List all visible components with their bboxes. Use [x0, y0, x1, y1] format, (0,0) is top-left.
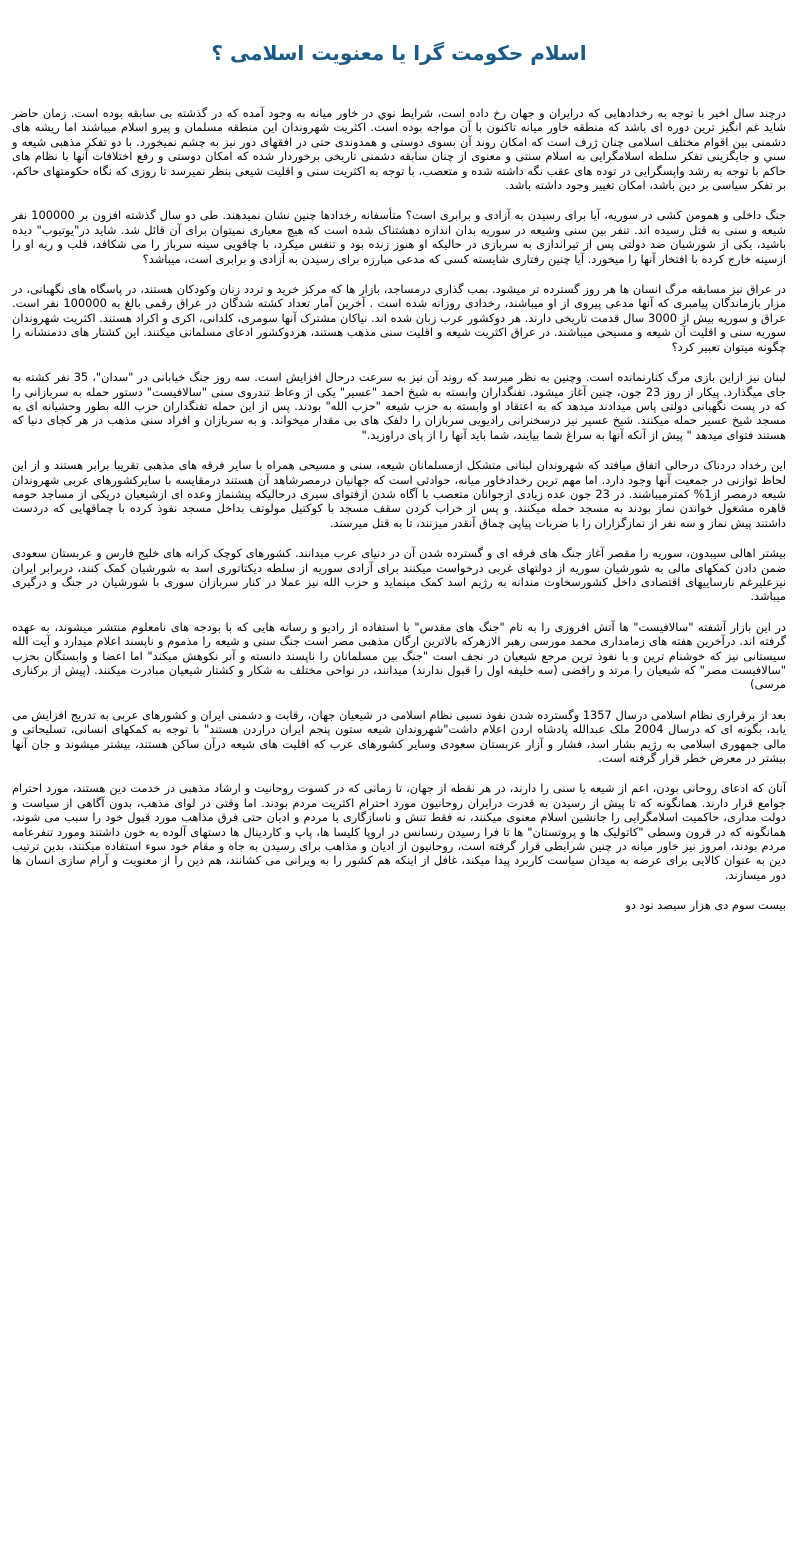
article-paragraph: آنان که ادعای روحانی بودن، اعم از شیعه یا سنی را دارند، در هر نقطه از جهان، تا زمانی که در کسوت روحانیت و ارشاد مذهبی در خدمت دین هستند، مورد احترام جوامع قرار دارند. همانگونه که تا پیش از رسیدن به قدرت درایران روحانیون مورد احترام اکثریت مردم بودند. اما وقتی در لوای مذهب، بدون آگاهی از سیاست و دولت مداری، حاکمیت اسلامگرایی را جانشین اسلام معنوی میکنند، نه فقط تنش و ناسازگاری با مردم و ادیان حتی فرق مذاهب مورد قبول خود را سبب می شوند، همانگونه که در قرون وسطی "کاتولیک ها و پروتستان" ها تا فرا رسیدن رنسانس در اروپا کلیسا ها، پاپ و کاردینال ها دستهای آلوده به خون داشتند ومورد تنفرعامه مردم بودند، امروز نیز خاور میانه در چنین شرایطی قرار گرفته است، روحانیون از ادیان و مذاهب برای رسیدن به جاه و مقام خود سوء استفاده میکنند، بدین ترتیب دین به عنوان کالایی برای عرضه به میدان سیاست کاربرد پیدا میکند، غافل از اینکه هم کشور را به ویرانی می کشانند، هم دین را از معنویت و آرام سازی انسان ها دور میسازند. [12, 781, 786, 882]
article-paragraph: در این بازار آشفته "سالافیست" ها آتش افروزی را به نام "جنگ های مقدس" با استفاده از رادیو و رسانه هایی که با بودجه های نامعلوم منتشر میشوند، به عهده گرفته اند. درآخرین هفته های زمامداری محمد مورسی رهبر الازهرکه بالاترین ارگان مذهبی مصر است جنگ سنی و شیعه را مذموم و ناپسند اعلام میدارد و آیت الله سیستانی نیز که خوشنام ترین و با نفوذ ترین مرجع شیعیان در نجف است "جنگ بین مسلمانان را ناپسند دانسته و آنر نکوهش میکند" اما اعضا و وابستگان بحزب "سالافیست مصر" که شیعیان را مرتد و رافضی (سه خلیفه اول را قبول ندارند) میدانند، در نواحی مختلف به شکار و کشتار شیعیان مبادرت میکنند. (پیش از برکناری مرسی) [12, 619, 786, 692]
article-paragraph: بعد از برقراری نظام اسلامی درسال 1357 وگسترده شدن نفوذ نسبی نظام اسلامی در شیعیان جهان، رقابت و دشمنی ایران و کشورهای عربی به تدریج افزایش می یابد، بگونه ای که درسال 2004 ملک عبدالله پادشاه اردن اعلام داشت"شهروندان شیعه ستون پنجم ایران دراردن هستند" با توجه به کمکهای انسانی، تسلیحاتی و مالی جمهوری اسلامی به رژیم بشار اسد، فشار و آزار عربستان سعودی وسایر کشورهای عرب که اقلیت های شیعه درآن ساکن هستند، بیشتر میشوند و جان آنها بیشتر در معرض خطر قرار گرفته است. [12, 707, 786, 766]
article-date-signature: بیست سوم دی هزار سیصد نود دو [625, 898, 786, 913]
article-paragraph: بیشتر اهالی سیبدون، سوریه را مقصر آغاز جنگ های فرقه ای و گسترده شدن آن در دنیای عرب میدانند. کشورهای کوچک کرانه های خلیج فارس و عربستان سعودی ضمن دادن کمکهای مالی به شورشیان سوریه از دولتهای غربی درخواست میکنند برای آزادی سوریه از سلطه دیکتاتوری اسد به شورشیان کمک کنند، دربرابر ایران نیزعلیرغم نارساییهای اقتصادی داخل کشورسخاوت مندانه به رژیم اسد کمک مینماید و حزب الله نیز عملا در کنار سربازان سوری با شورشیان در جنگ و درگیری میباشد. [12, 546, 786, 604]
article-body [12, 106, 786, 882]
article-paragraph: لبنان نیز ازاین بازی مرگ کنارنمانده است. وچنین به نظر میرسد که روند آن نیز به سرعت درحال افزایش است. سه روز جنگ خیابانی در "سدان"، 35 نفر کشته به جای میگذارد. پیکار از روز 23 جون، چنین آغاز میشود. تفنگداران وابسته به شیخ احمد "عسیر" یکی از وعاظ تندروی سنی "سالافیست" دستور حمله به سربازانی را که در پست نگهبانی دولتی پاس میدادند میدهد که به اعتقاد او وابسته به حزب شیعه "حزب الله" بودند. پس از این حمله تفنگداران حزب الله بطور وحشیانه ای به مسجد شیخ عسیر حمله میکنند. شیخ عسیر نیز درسخنرانی رادیویی سربازان را دلفک های بی مقدار میخواند. و به سربازان و افراد سنی مذهب در هر کجای دنیا که هستند فتوای میدهد " پیش از آنکه آنها به سراغ شما بیایند، شما باید آنها را از پای دراوزید." [12, 370, 787, 442]
article-paragraph: این رخداد دردناک درحالی اتفاق میافتد که شهروندان لبنانی متشکل ازمسلمانان شیعه، سنی و مسیحی همراه با سایر فرقه های مذهبی تقریبا برابر هستند و از این لحاظ توازنی در جمعیت آنها وجود دارد. اما مهم ترین رخدادخاور میانه، حوادثی است که جهانیان درمصرشاهد آن هستند درمقایسه با سایرکشورهای عربی شهروندان شیعه درمصر از1% کمترمیباشند. در 23 جون عده زیادی ازجوانان متعصب با آگاه شدن ازفتوای سیری درحالیکه پیشنماز وعده ای ازشیعیان دریکی از مساجد حومه قاهره مشغول خواندن نماز بودند به مسجد حمله میکنند. و پس از خراب کردن سقف مسجد با کوکتیل مولوتف بداخل مسجد نفوذ کرده با چماقهایی که دردست داشتند پیش نماز و سه نفر از نمازگزاران را با ضربات پیاپی چماق آنقدر میزنند، تا به قتل میرسند. [12, 458, 786, 530]
article-paragraph: جنگ داخلی و همومن کشی در سوریه، آیا برای رسیدن به آزادی و برابری است؟ متأسفانه رخدادها چنین نشان نمیدهند. طی دو سال گذشته افزون بر 100000 نفر شیعه و سنی به قتل رسیده اند. تنفر بین سنی وشیعه در سوریه بدان اندازه دهشتناک شده است که هیچ معیاری نمیتوان برای آن قائل شد. شاید در"یوتیوب" دیده باشید، یکی از شورشیان ضد دولتی پس از تیراندازی به سربازی در حالیکه او هنوز زنده بود و تنفس میکرد، با چاقویی سینه سرباز را می شکافد، قلب و ریه او را ازسینه خارج کرده با افتخار آنها را میخورد. آیا چنین رفتاری شایسته کسی که مدعی مبارزه برای رسیدن به آزادی و برابری است، میباشد؟ [12, 208, 786, 266]
article-paragraph: درچند سال اخیر با توجه به رخدادهایی که درایران و جهان رخ داده است، شرایط نوي در خاور میانه به وجود آمده که در گذشته بی سابقه بوده است. زمان حاضر شاید غم انگیز ترین دوره ای باشد که منطقه خاور میانه تاکنون با آن مواجه بوده است. اکثریت شهروندان این منطقه مسلمان و پیرو اسلام میباشند اما ریشه های دشمنی بین اقوام مختلف اسلامی چنان ژرف است که امکان روند آن بسوی دوستی و همدوندی حتی در افقهای دور نیز به چشم نمیخورد. با دو تفکر مذهبی شیعه و سني و جایگزینی تفکر سلطه اسلامگرایی به اسلام سنتی و معنوی از چنان سابقه دشمنی تاریخی برخوردار شده که امکان دوستی و رفع اختلافات آنها با نظام های حاکم با توجه به رشد واپسگرایی در توده های عقب نگه داشته شده و متعصب، با توجه به اکثریت سنی و اقلیت شیعی بنظر نمیرسد تا روزی که نگاه حکومتهای حاکم، بر تفکر سیاسی بر دین باشد، امکان تغییر وجود داشته باشد. [12, 106, 786, 193]
page-title: اسلام حکومت گرا یا معنویت اسلامی ؟ [211, 41, 587, 65]
article-paragraph: در عراق نیز مسابقه مرگ انسان ها هر روز گسترده تر میشود. بمب گذاری درمساجد، بازار ها که مرکز خرید و تردد زنان وکودکان هستند، در پاسگاه های نگهبانی، در مزار بازماندگان پیامبری که آنها مدعی پیروی از او میباشند، رخدادی روزانه شده است . آخرین آمار تعداد کشته شدگان در عراق رقمی بالغ به 100000 نفر است. عراق و سوریه بیش از 3000 سال قدمت تاریخی دارند. هر دوکشور عرب زبان شده اند. نیاکان مشترک آنها سومری، کلدانی، اکری و اکراد هستند. اکثریت شهروندان سوریه سنی و اقلیت آن شیعه و مسیحی میباشند. در عراق اکثریت شیعه و اقلیت سنی مذهب هستند، هردوکشور ادعای مسلمانی میکنند. این کشتار های ددمنشانه را چگونه میتوان تعبیر کرد؟ [12, 282, 786, 354]
